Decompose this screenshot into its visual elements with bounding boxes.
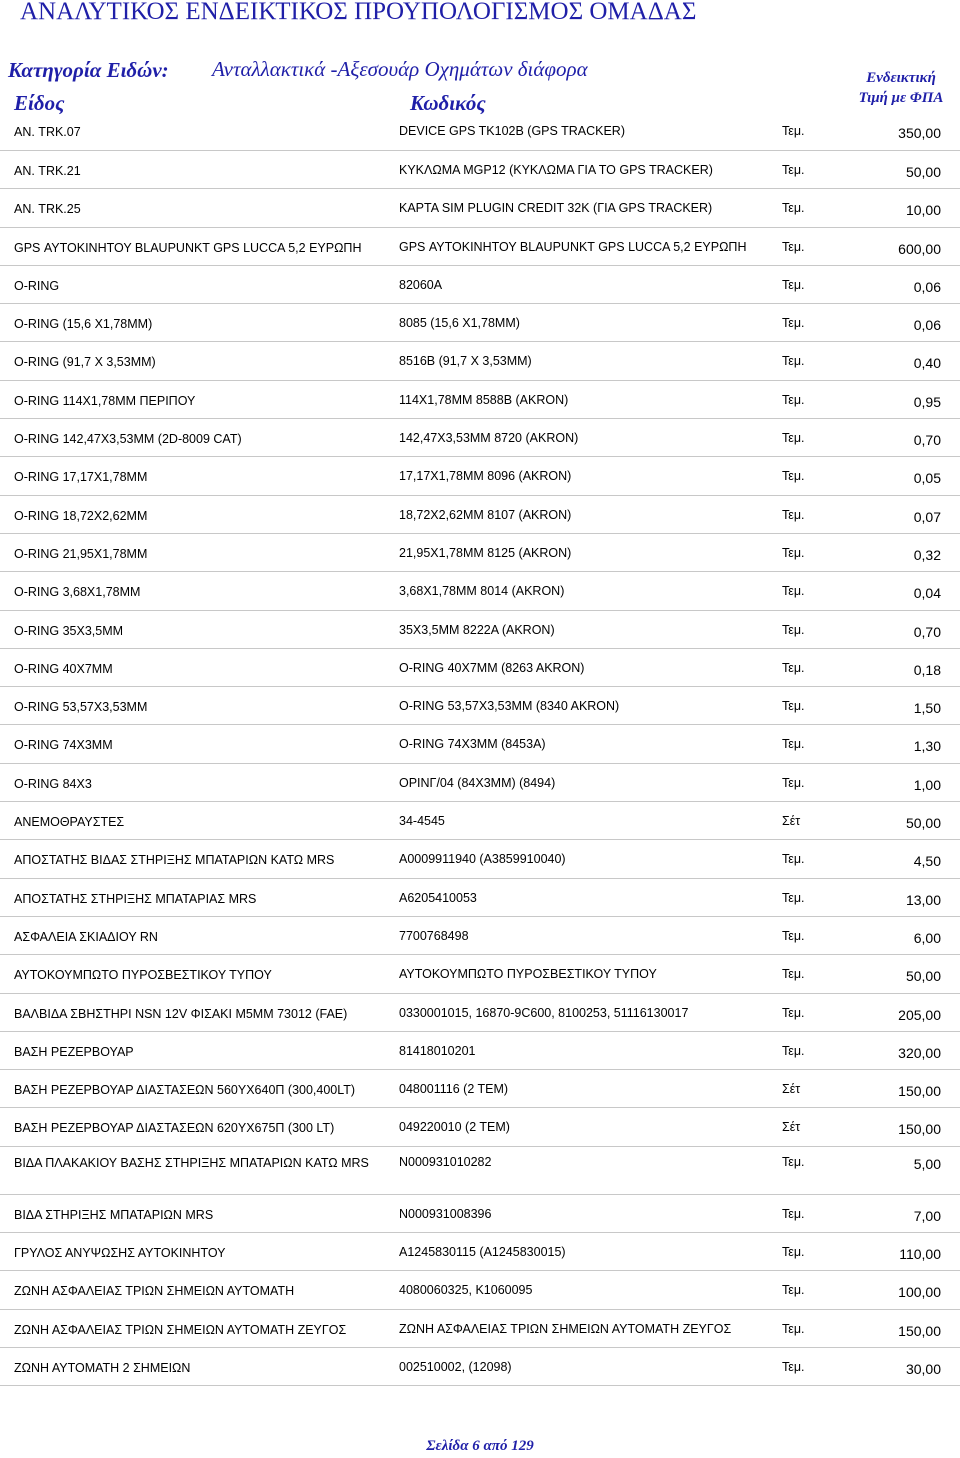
item-price: 150,00: [898, 1083, 941, 1100]
item-unit: Τεμ.: [782, 277, 805, 292]
item-name: ΒΙΔΑ ΠΛΑΚΑΚΙΟΥ ΒΑΣΗΣ ΣΤΗΡΙΞΗΣ ΜΠΑΤΑΡΙΩΝ ΚΑΤΩ MRS: [14, 1155, 369, 1170]
item-name: ΒΙΔΑ ΣΤΗΡΙΞΗΣ ΜΠΑΤΑΡΙΩΝ MRS: [14, 1207, 214, 1222]
item-price: 0,06: [913, 317, 941, 334]
item-code: 002510002, (12098): [399, 1359, 512, 1374]
item-code: DEVICE GPS TK102B (GPS TRACKER): [399, 124, 625, 138]
item-price: 0,04: [913, 585, 941, 602]
column-header-price-line1: Ενδεικτική: [866, 70, 936, 86]
table-row: [0, 496, 960, 534]
item-code: 049220010 (2 ΤΕΜ): [399, 1120, 510, 1135]
table-row: [0, 112, 960, 151]
table-row: [0, 381, 960, 419]
item-unit: Τεμ.: [782, 239, 805, 254]
item-code: 7700768498: [399, 928, 469, 943]
item-unit: Τεμ.: [782, 1321, 805, 1336]
item-name: O-RING (91,7 X 3,53MM): [14, 355, 156, 370]
item-name: ΑΝ. TRK.25: [14, 202, 81, 217]
table-row: [0, 917, 960, 955]
item-unit: Τεμ.: [782, 392, 805, 407]
item-unit: Τεμ.: [782, 699, 805, 714]
table-row: [0, 342, 960, 380]
table-row: [0, 151, 960, 189]
table-row: [0, 687, 960, 725]
item-name: O-RING: [14, 278, 60, 293]
item-name: GPS ΑΥΤΟΚΙΝΗΤΟΥ BLAUPUNKT GPS LUCCA 5,2 ΕΥΡΩΠΗ: [14, 240, 362, 255]
table-row: [0, 725, 960, 763]
item-price: 0,70: [913, 432, 941, 449]
item-unit: Τεμ.: [782, 316, 805, 331]
item-unit: Σέτ: [782, 814, 801, 829]
item-code: 048001116 (2 ΤΕΜ): [399, 1082, 509, 1097]
item-name: ΒΑΣΗ ΡΕΖΕΡΒΟΥΑΡ: [14, 1044, 134, 1059]
item-price: 50,00: [905, 815, 941, 832]
item-price: 205,00: [898, 1006, 941, 1023]
item-name: O-RING 84X3: [14, 776, 92, 791]
item-unit: Τεμ.: [782, 928, 805, 943]
item-name: ΑΝ. TRK.21: [14, 164, 81, 178]
item-unit: Τεμ.: [782, 545, 805, 560]
item-code: 114X1,78MM 8588B (AKRON): [399, 392, 569, 407]
item-name: ΖΩΝΗ ΑΣΦΑΛΕΙΑΣ ΤΡΙΩΝ ΣΗΜΕΙΩΝ ΑΥΤΟΜΑΤΗ: [14, 1284, 295, 1299]
item-code: 8516B (91,7 X 3,53MM): [399, 354, 532, 369]
item-price: 1,30: [913, 738, 941, 755]
item-code: N000931008396: [399, 1206, 492, 1221]
item-unit: Τεμ.: [782, 1043, 805, 1058]
item-code: ΚΥΚΛΩΜΑ MGP12 (ΚΥΚΛΩΜΑ ΓΙΑ ΤΟ GPS TRACKER): [399, 163, 713, 177]
column-header-price-line2: Τιμή με ΦΠΑ: [858, 90, 944, 106]
table-row: [0, 1108, 960, 1146]
item-price: 13,00: [905, 891, 941, 908]
item-name: ΑΥΤΟΚΟΥΜΠΩΤΟ ΠΥΡΟΣΒΕΣΤΙΚΟΥ ΤΥΠΟΥ: [14, 968, 272, 983]
item-price: 50,00: [905, 968, 941, 985]
item-name: O-RING 35X3,5MM: [14, 623, 124, 638]
item-name: O-RING 18,72X2,62MM: [14, 508, 148, 523]
item-price: 10,00: [905, 202, 941, 219]
item-name: ΖΩΝΗ ΑΣΦΑΛΕΙΑΣ ΤΡΙΩΝ ΣΗΜΕΙΩΝ ΑΥΤΟΜΑΤΗ ΖΕΥΓΟΣ: [14, 1322, 347, 1337]
item-name: ΒΑΣΗ ΡΕΖΕΡΒΟΥΑΡ ΔΙΑΣΤΑΣΕΩΝ 620ΥΧ675Π (300 LT): [14, 1121, 335, 1136]
table-row: [0, 611, 960, 649]
item-unit: Τεμ.: [782, 1283, 805, 1298]
item-name: O-RING 21,95X1,78MM: [14, 546, 148, 561]
item-code: ΑΥΤΟΚΟΥΜΠΩΤΟ ΠΥΡΟΣΒΕΣΤΙΚΟΥ ΤΥΠΟΥ: [399, 967, 657, 982]
table-row: [0, 228, 960, 266]
item-code: 4080060325, K1060095: [399, 1283, 533, 1298]
table-row: [0, 1348, 960, 1386]
item-price: 0,18: [913, 661, 941, 678]
item-price: 0,95: [913, 393, 941, 410]
table-row: [0, 1271, 960, 1309]
item-code: 34-4545: [399, 814, 445, 829]
item-price: 0,40: [913, 355, 941, 372]
item-code: 35X3,5MM 8222A (AKRON): [399, 622, 555, 637]
item-price: 1,00: [913, 776, 941, 793]
item-price: 0,05: [913, 470, 941, 487]
item-name: O-RING 74X3MM: [14, 738, 113, 753]
item-unit: Τεμ.: [782, 469, 805, 484]
item-unit: Τεμ.: [782, 1154, 805, 1169]
item-code: 21,95X1,78MM 8125 (AKRON): [399, 545, 572, 560]
table-row: [0, 802, 960, 840]
column-header-code: Κωδικός: [410, 91, 486, 115]
item-code: 18,72X2,62MM 8107 (AKRON): [399, 507, 572, 522]
item-name: O-RING 142,47X3,53MM (2D-8009 CAT): [14, 432, 242, 447]
item-unit: Τεμ.: [782, 775, 805, 790]
table-row: [0, 1147, 960, 1195]
item-name: O-RING 114X1,78MM ΠΕΡΙΠΟΥ: [14, 393, 196, 408]
item-price: 5,00: [913, 1155, 941, 1172]
item-price: 7,00: [913, 1207, 941, 1224]
item-code: 8085 (15,6 X1,78MM): [399, 316, 520, 331]
item-unit: Τεμ.: [782, 201, 805, 216]
item-unit: Τεμ.: [782, 1206, 805, 1221]
table-row: [0, 879, 960, 917]
table-row: [0, 1032, 960, 1070]
table-row: [0, 534, 960, 572]
item-price: 50,00: [905, 164, 941, 180]
item-name: O-RING (15,6 X1,78MM): [14, 317, 153, 332]
item-unit: Τεμ.: [782, 890, 805, 905]
item-name: ΑΠΟΣΤΑΤΗΣ ΒΙΔΑΣ ΣΤΗΡΙΞΗΣ ΜΠΑΤΑΡΙΩΝ ΚΑΤΩ MRS: [14, 853, 335, 868]
item-unit: Τεμ.: [782, 1245, 805, 1260]
item-unit: Τεμ.: [782, 622, 805, 637]
item-code: O-RING 40X7MM (8263 AKRON): [399, 660, 585, 675]
item-name: ΑΠΟΣΤΑΤΗΣ ΣΤΗΡΙΞΗΣ ΜΠΑΤΑΡΙΑΣ MRS: [14, 891, 257, 906]
item-code: A0009911940 (A3859910040): [399, 852, 566, 867]
item-name: O-RING 17,17X1,78MM: [14, 470, 148, 485]
table-row: [0, 1195, 960, 1233]
item-price: 0,70: [913, 623, 941, 640]
item-price: 4,50: [913, 853, 941, 870]
item-price: 150,00: [898, 1322, 941, 1339]
item-price: 30,00: [905, 1360, 941, 1377]
item-name: ΑΝΕΜΟΘΡΑΥΣΤΕΣ: [14, 815, 125, 830]
table-row: [0, 1233, 960, 1271]
item-code: ΚΑΡΤΑ SIM PLUGIN CREDIT 32K (ΓΙΑ GPS TRACKER): [399, 201, 713, 216]
item-price: 0,07: [913, 508, 941, 525]
item-unit: Τεμ.: [782, 584, 805, 599]
item-unit: Τεμ.: [782, 1359, 805, 1374]
item-price: 6,00: [913, 929, 941, 946]
item-unit: Τεμ.: [782, 431, 805, 446]
item-unit: Τεμ.: [782, 507, 805, 522]
item-price: 110,00: [899, 1246, 941, 1263]
table-row: [0, 840, 960, 878]
item-code: O-RING 74X3MM (8453A): [399, 737, 546, 752]
document-title: ΑΝΑΛΥΤΙΚΟΣ ΕΝΔΕΙΚΤΙΚΟΣ ΠΡΟΥΠΟΛΟΓΙΣΜΟΣ ΟΜΑΔΑΣ: [20, 0, 697, 25]
items-table: [0, 112, 960, 1386]
item-code: 82060A: [399, 277, 443, 292]
table-row: [0, 457, 960, 495]
item-unit: Τεμ.: [782, 163, 805, 177]
item-price: 150,00: [898, 1121, 941, 1138]
item-name: ΑΝ. TRK.07: [14, 125, 81, 139]
table-row: [0, 266, 960, 304]
page-number: Σελίδα 6 από 129: [426, 1438, 534, 1454]
table-row: [0, 304, 960, 342]
item-code: GPS ΑΥΤΟΚΙΝΗΤΟΥ BLAUPUNKT GPS LUCCA 5,2 ΕΥΡΩΠΗ: [399, 239, 747, 254]
item-price: 0,06: [913, 278, 941, 295]
item-price: 350,00: [898, 125, 941, 141]
item-unit: Τεμ.: [782, 660, 805, 675]
item-unit: Τεμ.: [782, 967, 805, 982]
item-unit: Τεμ.: [782, 354, 805, 369]
item-price: 600,00: [898, 240, 941, 257]
item-code: 142,47X3,53MM 8720 (AKRON): [399, 431, 579, 446]
item-code: 0330001015, 16870-9C600, 8100253, 51116130017: [399, 1005, 689, 1020]
item-name: ΓΡΥΛΟΣ ΑΝΥΨΩΣΗΣ ΑΥΤΟΚΙΝΗΤΟΥ: [14, 1246, 226, 1261]
item-code: A1245830115 (A1245830015): [399, 1245, 566, 1260]
item-code: O-RING 53,57X3,53MM (8340 AKRON): [399, 699, 620, 714]
column-header-price: [846, 68, 956, 108]
item-unit: Τεμ.: [782, 737, 805, 752]
item-price: 320,00: [898, 1044, 941, 1061]
item-name: ΒΑΛΒΙΔΑ ΣΒΗΣΤΗΡΙ NSN 12V ΦΙΣΑΚΙ Μ5ΜΜ 73012 (FAE): [14, 1006, 348, 1021]
table-row: [0, 189, 960, 227]
table-row: [0, 572, 960, 610]
item-code: 81418010201: [399, 1043, 476, 1058]
item-code: 3,68X1,78MM 8014 (AKRON): [399, 584, 565, 599]
item-name: ΑΣΦΑΛΕΙΑ ΣΚΙΑΔΙΟΥ RN: [14, 929, 158, 944]
item-unit: Σέτ: [782, 1082, 801, 1097]
item-unit: Τεμ.: [782, 124, 805, 138]
table-row: [0, 419, 960, 457]
table-row: [0, 764, 960, 802]
item-price: 0,32: [913, 546, 941, 563]
item-name: ΖΩΝΗ ΑΥΤΟΜΑΤΗ 2 ΣΗΜΕΙΩΝ: [14, 1360, 191, 1375]
column-header-item: Είδος: [14, 91, 65, 115]
category-value: Ανταλλακτικά -Αξεσουάρ Οχημάτων διάφορα: [212, 57, 588, 81]
item-unit: Τεμ.: [782, 1005, 805, 1020]
item-name: O-RING 3,68X1,78MM: [14, 585, 141, 600]
item-price: 100,00: [898, 1284, 941, 1301]
item-name: ΒΑΣΗ ΡΕΖΕΡΒΟΥΑΡ ΔΙΑΣΤΑΣΕΩΝ 560ΥΧ640Π (300,400LT): [14, 1083, 356, 1098]
item-code: A6205410053: [399, 890, 477, 905]
item-code: N000931010282: [399, 1154, 492, 1169]
item-unit: Σέτ: [782, 1120, 801, 1135]
table-row: [0, 1310, 960, 1348]
category-label: Κατηγορία Ειδών:: [8, 58, 169, 82]
item-code: ΟΡΙΝΓ/04 (84X3MM) (8494): [399, 775, 556, 790]
item-code: 17,17X1,78MM 8096 (AKRON): [399, 469, 572, 484]
table-row: [0, 1070, 960, 1108]
item-name: O-RING 53,57X3,53MM: [14, 700, 148, 715]
item-code: ΖΩΝΗ ΑΣΦΑΛΕΙΑΣ ΤΡΙΩΝ ΣΗΜΕΙΩΝ ΑΥΤΟΜΑΤΗ ΖΕΥΓΟΣ: [399, 1321, 732, 1336]
item-name: O-RING 40X7MM: [14, 661, 113, 676]
item-price: 1,50: [913, 700, 941, 717]
table-row: [0, 994, 960, 1032]
item-unit: Τεμ.: [782, 852, 805, 867]
table-row: [0, 955, 960, 993]
table-row: [0, 649, 960, 687]
